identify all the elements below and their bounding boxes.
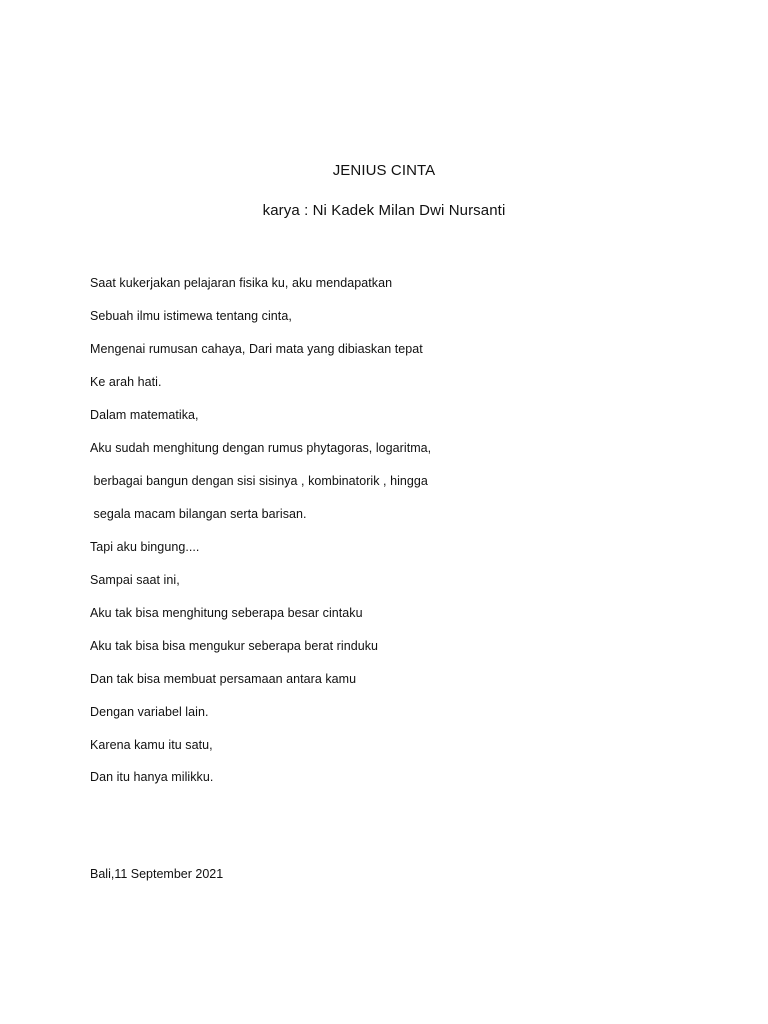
- poem-line: Mengenai rumusan cahaya, Dari mata yang dibiaskan tepat: [90, 342, 423, 356]
- poem-line: Dan tak bisa membuat persamaan antara kamu: [90, 672, 357, 686]
- poem-line: Dan itu hanya milikku.: [90, 770, 214, 784]
- poem-line: Aku sudah menghitung dengan rumus phytagoras, logaritma,: [90, 441, 432, 455]
- poem-line: Dalam matematika,: [90, 408, 199, 422]
- poem-line: Sampai saat ini,: [90, 573, 180, 587]
- poem-line: Sebuah ilmu istimewa tentang cinta,: [90, 309, 292, 323]
- poem-line: Karena kamu itu satu,: [90, 738, 213, 752]
- poem-line: segala macam bilangan serta barisan.: [90, 507, 307, 521]
- poem-line: Aku tak bisa menghitung seberapa besar cintaku: [90, 606, 363, 620]
- author-line: karya : Ni Kadek Milan Dwi Nursanti: [262, 202, 506, 219]
- poem-line: Saat kukerjakan pelajaran fisika ku, aku mendapatkan: [90, 276, 393, 290]
- poem-line: berbagai bangun dengan sisi sisinya , kombinatorik , hingga: [90, 474, 428, 488]
- poem-line: Ke arah hati.: [90, 375, 162, 389]
- poem-line: Dengan variabel lain.: [90, 705, 209, 719]
- poem-title: JENIUS CINTA: [332, 162, 436, 179]
- place-date: Bali,11 September 2021: [90, 867, 224, 881]
- poem-line: Tapi aku bingung....: [90, 540, 200, 554]
- poem-line: Aku tak bisa bisa mengukur seberapa berat rinduku: [90, 639, 379, 653]
